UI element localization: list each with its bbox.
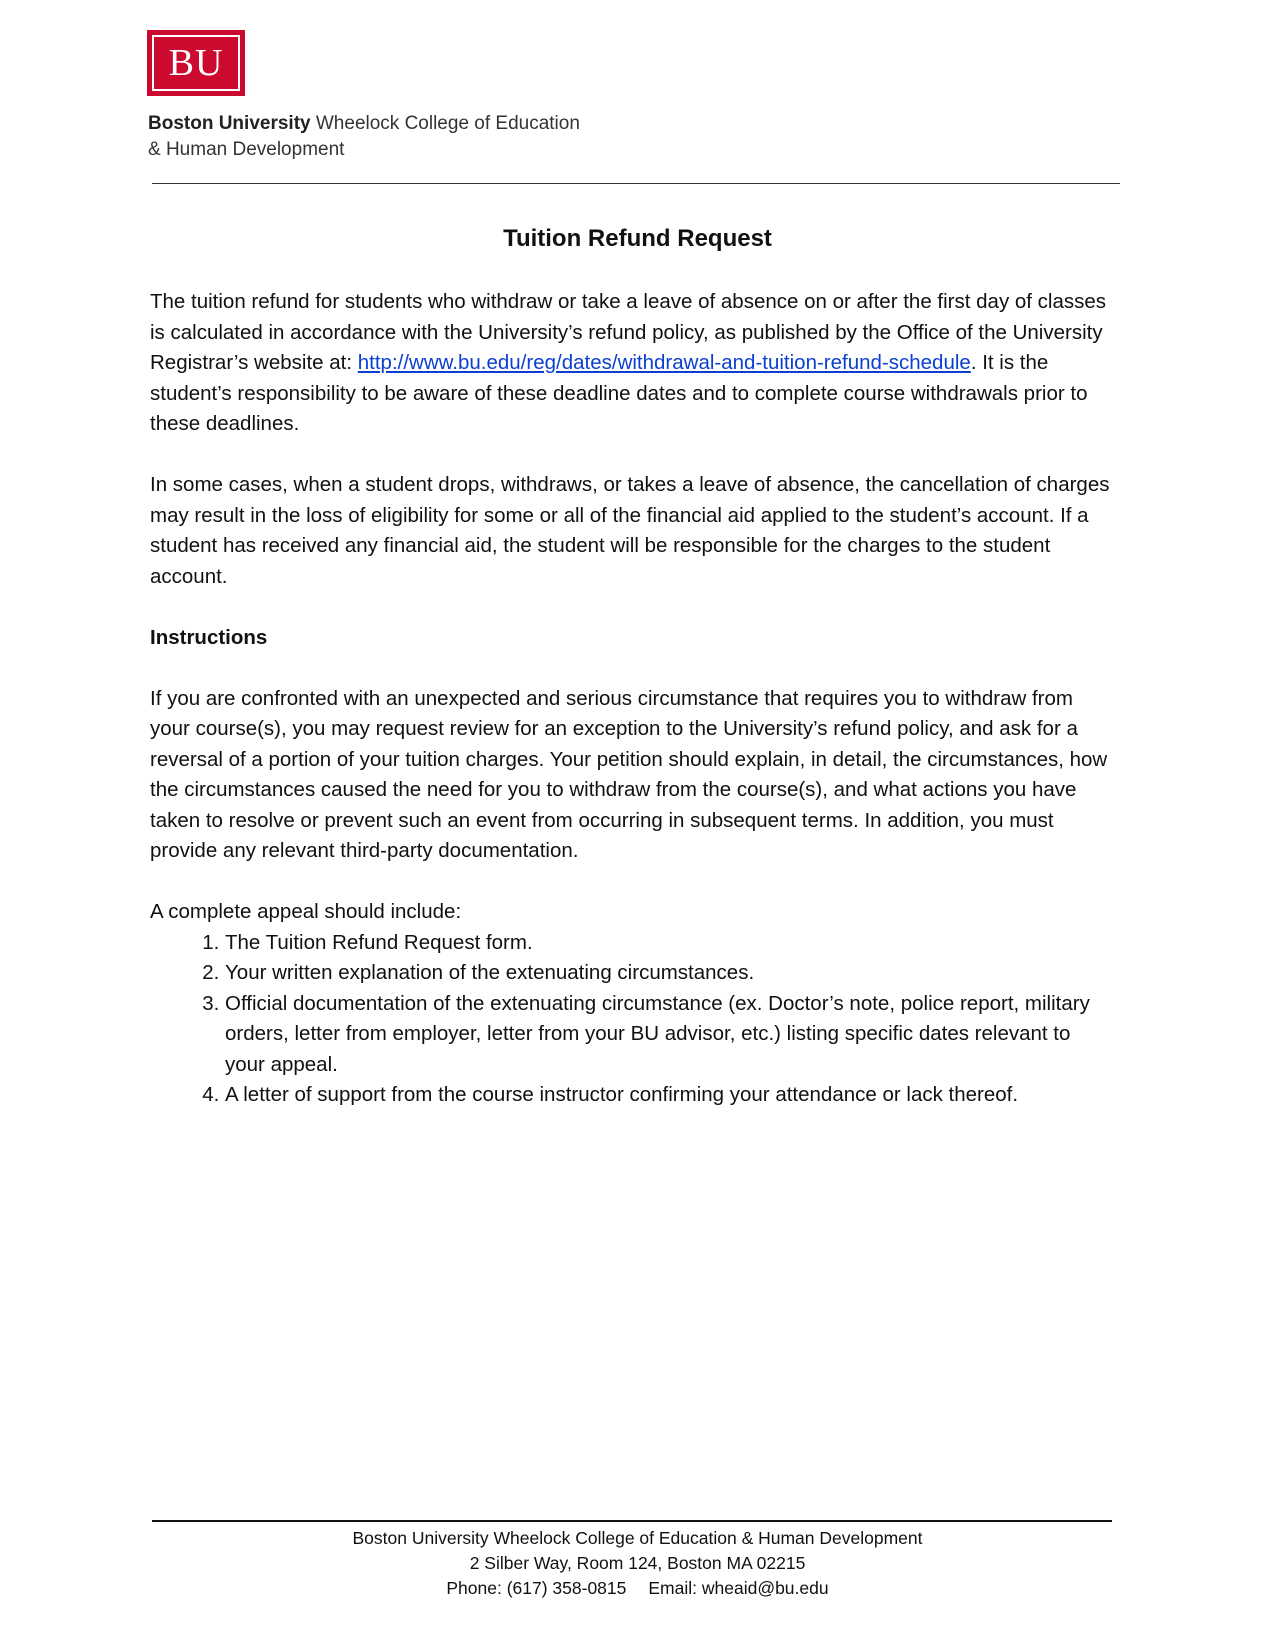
organization-name bbox=[148, 111, 580, 163]
org-name-bold: Boston University bbox=[148, 113, 311, 134]
list-intro: A complete appeal should include: bbox=[150, 900, 462, 923]
bu-logo-text: BU bbox=[152, 35, 240, 91]
page-title: Tuition Refund Request bbox=[503, 225, 772, 252]
org-name-line2: & Human Development bbox=[148, 139, 345, 160]
instructions-paragraph: If you are confronted with an unexpected and serious circumstance that requires you to withdraw from your course(s), you may request review for an exception to the University’s refund policy, and ask for a reversal of a portion of your tuition charges. Your petition should explain, in detail, the circumstances, how the circumstances caused the need for you to withdraw from the course(s), and what actions you have taken to resolve or prevent such an event from occurring in subsequent terms. In addition, you must provide any relevant third-party documentation. bbox=[150, 686, 1108, 862]
intro-text: The tuition refund for students who withdraw or take a leave of absence on or after the first day of classes is calculated in accordance with the University’s refund policy, as published by the Office of the University Registrar’s website at: bbox=[150, 290, 1107, 374]
footer-divider bbox=[152, 1520, 1112, 1522]
footer-phone: Phone: (617) 358-0815 bbox=[446, 1578, 627, 1598]
bu-logo bbox=[147, 30, 245, 96]
list-item: 1. The Tuition Refund Request form. bbox=[225, 928, 1110, 959]
footer bbox=[0, 1526, 1275, 1601]
list-item: 4. A letter of support from the course instructor confirming your attendance or lack thereof. bbox=[225, 1080, 1110, 1111]
footer-email: Email: wheaid@bu.edu bbox=[648, 1578, 829, 1598]
instructions-heading: Instructions bbox=[150, 625, 268, 649]
intro-text-after: . It is the student’s responsibility to be aware of these deadline dates and to complete course withdrawals prior to these deadlines. bbox=[150, 351, 1088, 435]
list-item: 3. Official documentation of the extenuating circumstance (ex. Doctor’s note, police report, military orders, letter from employer, letter from your BU advisor, etc.) listing specific dates relevant to your appeal. bbox=[225, 989, 1110, 1081]
org-name-rest: Wheelock College of Education bbox=[310, 113, 580, 134]
intro-paragraph bbox=[150, 287, 1110, 440]
footer-address: 2 Silber Way, Room 124, Boston MA 02215 bbox=[469, 1553, 806, 1573]
list-item: 2. Your written explanation of the extenuating circumstances. bbox=[225, 958, 1110, 989]
header-divider bbox=[152, 183, 1120, 184]
refund-schedule-link[interactable]: http://www.bu.edu/reg/dates/withdrawal-and-tuition-refund-schedule bbox=[357, 351, 971, 374]
appeal-requirements-list bbox=[150, 928, 1110, 1111]
document-body bbox=[150, 287, 1110, 1111]
footer-contact bbox=[0, 1576, 1275, 1601]
financial-aid-paragraph: In some cases, when a student drops, withdraws, or takes a leave of absence, the cancellation of charges may result in the loss of eligibility for some or all of the financial aid applied to the student’s account. If a student has received any financial aid, the student will be responsible for the charges to the student account. bbox=[150, 473, 1110, 588]
footer-org: Boston University Wheelock College of Education & Human Development bbox=[352, 1528, 923, 1548]
